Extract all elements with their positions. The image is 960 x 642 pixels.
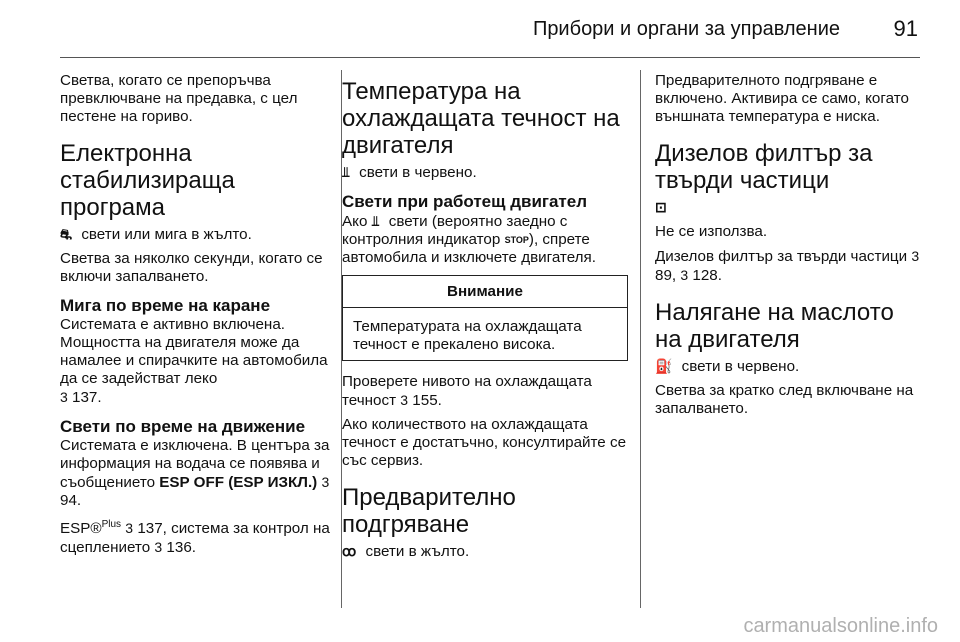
heading-driving: Свети по време на движение <box>60 417 306 436</box>
esp-ignition-text: Светва за няколко секунди, когато се включи запалването. <box>60 250 323 285</box>
coolant-temperature-icon: ⫫ <box>342 164 350 180</box>
column-2 <box>342 72 628 567</box>
stop-indicator-icon: STOP <box>504 235 529 245</box>
oil-status-line: ⛽ свети в червено. <box>655 358 800 375</box>
page-reference-arrow: 3 <box>321 474 330 490</box>
page-ref-128[interactable]: 128. <box>692 267 722 284</box>
page-reference-arrow: 3 <box>911 248 920 264</box>
dpf-unused-text: Не се използва. <box>655 223 768 240</box>
dpf-icon-line <box>655 198 925 217</box>
column-divider-2 <box>640 70 641 608</box>
driving-text: Системата е изключена. В центъра за информация на водача се появява и съобщението ESP OFF (ESP ИЗКЛ.) 3 94. <box>60 437 330 509</box>
caution-title: Внимание <box>343 276 627 308</box>
page-number: 91 <box>893 16 918 41</box>
page-reference-arrow: 3 <box>154 539 163 556</box>
page-ref-137b[interactable]: 137 <box>137 520 163 538</box>
page-reference-arrow: 3 <box>400 392 409 408</box>
flashing-text: Системата е активно включена. Мощността на двигателя може да намалее и спирачките на автомобила да се задействат леко 3 137. <box>60 316 328 406</box>
heading-coolant: Температура на охлаждащата течност на двигателя <box>342 78 620 159</box>
heading-preheating: Предварително подгряване <box>342 484 516 538</box>
glow-plug-icon: ꝏ <box>342 543 357 559</box>
coolant-status-line: ⫫ свети в червено. <box>342 164 477 181</box>
page-reference-arrow: 3 <box>125 520 134 537</box>
coolant-sufficient-text: Ако количеството на охлаждащата течност е достатъчно, консултирайте се със сервиз. <box>342 416 627 469</box>
heading-oil-pressure: Налягане на маслото на двигателя <box>655 299 894 353</box>
page-ref-137[interactable]: 137. <box>72 389 102 406</box>
caution-body: Температурата на охлаждащата течност е прекалено висока. <box>353 318 582 353</box>
caution-box <box>342 275 628 361</box>
esp-status-line: ⛐ свети или мига в жълто. <box>60 226 252 243</box>
watermark: carmanualsonline.info <box>743 615 938 637</box>
oil-can-icon: ⛽ <box>655 358 673 374</box>
esp-plus-text: ESP®$^{Plus}$ 3 137, система за контрол на сцеплението 3 136. <box>60 519 330 557</box>
preheat-active-text: Предварителното подгряване е включено. Активира се само, когато външната температура е ниска. <box>655 72 909 125</box>
page-ref-94[interactable]: 94. <box>60 492 82 509</box>
diesel-particulate-filter-icon: ⊡ <box>655 199 667 215</box>
oil-ignition-text: Светва за кратко след включване на запалването. <box>655 382 914 417</box>
page-reference-arrow: 3 <box>60 389 68 405</box>
coolant-temperature-icon: ⫫ <box>371 213 380 229</box>
check-coolant-text: Проверете нивото на охлаждащата течност 3 155. <box>342 373 592 409</box>
header-title: Прибори и органи за управление <box>532 18 840 40</box>
esp-off-message: ESP OFF (ESP ИЗКЛ.) <box>159 474 318 491</box>
shift-indicator-text: Светва, когато се препоръчва превключване на предавка, с цел пестене на гориво. <box>60 72 298 125</box>
page-reference-arrow: 3 <box>680 267 689 283</box>
engine-running-text: Ако ⫫ свети (вероятно заедно с контролния индикатор STOP), спрете автомобила и изключете двигателя. <box>342 213 596 266</box>
column-1 <box>60 72 330 563</box>
preheat-status-line: ꝏ свети в жълто. <box>342 543 470 560</box>
heading-esp: Електронна стабилизираща програма <box>60 140 235 221</box>
heading-flashing: Мига по време на каране <box>60 296 271 315</box>
heading-engine-running: Свети при работещ двигател <box>342 192 588 211</box>
header-rule <box>60 57 920 58</box>
esp-car-icon: ⛐ <box>60 226 73 242</box>
page-ref-155[interactable]: 155. <box>412 392 442 409</box>
dpf-reference-text: Дизелов филтър за твърди частици 3 89, 3 128. <box>655 248 920 284</box>
page-ref-89[interactable]: 89, <box>655 267 677 284</box>
heading-dpf: Дизелов филтър за твърди частици <box>655 140 873 194</box>
column-3 <box>655 72 925 424</box>
page-header <box>0 0 960 60</box>
page-ref-136[interactable]: 136. <box>166 539 196 557</box>
